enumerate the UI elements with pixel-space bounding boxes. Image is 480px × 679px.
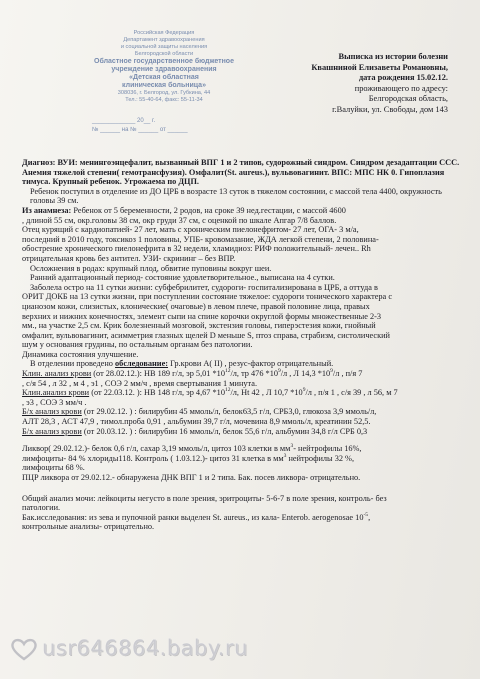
superscript: 3 [283,453,287,460]
stamp-line: учреждение здравоохранения [111,66,217,73]
anamnesis-line: Осложнения в родах: крупный плод, обвитие пуповины вокруг шеи. [30,263,272,273]
cbc-1-text: /л, тр 476 *10 [230,369,278,379]
anamnesis-text: Ребенок от 5 беременности, 2 родов, на сроке 39 нед.гестации, с массой 4600 [71,205,346,215]
course-line: верхних и нижних конечностях, элемент сыпи на спине корочки округлой формы множественные 2-3 [22,311,382,321]
cbc-1-text: (от 28.02.12.): НВ 189 г/л, эр 5,01 *10 [91,369,225,379]
stamp-line: клиническая больница» [122,82,206,89]
cbc-2-text: (от 22.03.12. ): НВ 148 г/л, эр 4,67 *10 [89,388,225,398]
exam-intro-text: В отделении проведено [30,359,116,369]
anamnesis-line: Ранний адаптационный период- состояние удовлетворительное., выписана на 4 сутки. [30,273,335,283]
exam-label: обследование: [115,359,169,369]
address-region: Белгородская область, [368,94,448,104]
csf-line: лимфоциты 68 %. [22,463,85,473]
stamp-line: «Детская областная [129,74,199,81]
document-title: Выписка из истории болезни [338,52,448,61]
course-line: омфалит, вульвовагинит, асимметрия глазных щелей D меньше S, птоз справа, страбизм, систолический [22,330,390,340]
anamnesis-label: Из анамнеза: [22,205,72,215]
stamp-number-field: № ______ на № ______ от ______ [92,127,188,133]
superscript: 9 [330,368,333,375]
anamnesis-line [22,206,466,216]
bacterio-line [22,513,466,523]
stamp-line: и социальной защиты населения [120,44,208,50]
cbc-2 [22,388,466,398]
bacterio-text: , [368,512,371,522]
address-street: г.Валуйки, ул. Свободы, дом 143 [332,104,448,114]
biochem-1 [22,407,466,417]
anamnesis-line: , длиной 55 см, окр.головы 38 см, окр груди 37 см, с оценкой по шкале Апгар 7/8 баллов. [22,215,337,225]
course-line: шум у основания грудины, по остальным органам без патологии. [22,340,253,350]
institution-stamp [84,30,244,134]
document-header [252,52,448,116]
anamnesis-line: последний в 2010 году, токсикоз 1 половины, УПБ- кровомазание, ЖДА легкой степени, 2 половина- [22,234,379,244]
stamp-line: Департамент здравоохранения [123,37,205,43]
biochem-2 [22,427,466,437]
diagnosis: Диагноз: ВУИ: менингоэнцефалит, вызванный ВПГ 1 и 2 типов, судорожный синдром. Синдром дезадаптации ССС. Анемия тяжелой степени( гемотрансфузия). Омфалит(St. aureus.), вульвовагинит. ВПС: МПС НК 0. Гипоплазия тимуса. Крупный ребенок. Угрожаема по ДЦП. [22,158,460,187]
patient-name: Квашниной Елизаветы Романовны, [311,62,448,72]
biochem-1-label: Б/х анализ крови [22,407,82,417]
stamp-line: Областное государственное бюджетное [94,58,234,65]
birth-date: дата рождения 15.02.12. [358,73,448,83]
cbc-2-cont: , э3 , СОЭ 3 мм/ч . [22,397,87,407]
superscript: -5 [363,512,369,519]
superscript: 12 [224,368,231,375]
csf-text: нейтрофилы 32 %, [286,453,355,463]
csf-line [22,444,466,454]
bacterio-text: Бак.исследования: из зева и пупочной ранки выделен St. aureus., из кала- Enterob. aerogenosae 10 [22,512,364,522]
superscript: 3 [290,443,294,450]
cbc-1-text: /л , п/я 7 [332,369,363,379]
urine-line: патологии. [22,503,61,513]
address-label: проживающего по адресу: [354,83,448,93]
stamp-line: Тел.: 55-40-64, факс: 55-11-34 [125,97,203,103]
stamp-line: Российская Федерация [133,30,195,36]
superscript: 12 [224,387,231,394]
anamnesis-line: Отец курящий с кардиопатией- 27 лет, мать с хроническим пиелонефритом- 27 лет, ОГА- 3 м/а, [22,225,359,235]
admission-text: Ребенок поступил в отделение из ДО ЦРБ в возрасте 13 суток в тяжелом состоянии, с массой тела 4400, окружность головы 39 см. [30,186,442,206]
course-line: мм., на участке 2,5 см. Крик болезненный мозговой, экстензия головы, гиперэстезия кожи, гнойный [22,321,376,331]
anamnesis-line: обострение хронического пиелонефрита в 32 недели, хламидиоз: РИФ положительный- лечен.. Rh [22,244,371,254]
superscript: 9 [302,387,306,394]
superscript: 9 [278,368,281,375]
stamp-line: 308036, г. Белгород, ул. Губкина, 44 [117,90,211,96]
cbc-1-label: Клин. анализ крови [22,369,92,379]
biochem-2-label: Б/х анализ крови [22,426,82,436]
cbc-1-cont: , с/я 54 , л 32 , м 4 , э1 , СОЭ 2 мм/ч , время свертывания 1 минута. [22,378,258,388]
bacterio-line: контрольные анализы- отрицательно. [22,522,155,532]
cbc-1 [22,369,466,379]
csf-text: Ликвор( 29.02.12.)- белок 0,6 г/л, сахар 3,19 ммоль/л, цитоз 103 клетки в мм [22,444,291,454]
biochem-1-cont: АЛТ 28,3 , АСТ 47,9 , тимол.проба 0,91 , альбумин 39,7 г/л, мочевина 8,9 ммоль/л, креатинин 52,5. [22,417,371,427]
watermark-text: usr646864.baby.ru [42,636,248,660]
stamp-line: Белгородской области [134,51,194,57]
course-line: цианозом кожи, слизистых, клонические( очаговые) в левом плече, правой половине лица, правых [22,301,370,311]
csf-text: лимфоциты- 84 % хлориды118. Контроль ( 1.03.12.)- цитоз 31 клетка в мм [22,453,284,463]
exam-intro [22,359,466,369]
course-line: Динамика состояния улучшение. [22,349,139,359]
biochem-2-text: (от 20.03.12. ) : билирубин 16 ммоль/л, белок 55,6 г/л, альбумин 34,8 г/л СРБ 0,3 [81,426,368,436]
course-line: Заболела остро на 11 сутки жизни: субфебрилитет, судороги- госпитализирована в ЦРБ, а оттуда в [30,282,378,292]
biochem-1-text: (от 29.02.12. ) : билирубин 45 ммоль/л, белок63,5 г/л, СРБ3,0, глюкоза 3,9 ммоль/л, [81,407,377,417]
csf-text: - нейтрофилы 16%, [293,444,362,454]
csf-line [22,454,466,464]
course-line: ОРИТ ДОКБ на 13 сутки жизни, при поступлении состояние тяжелое: судороги тонического характера с [22,292,392,302]
document-body [22,158,466,532]
cbc-1-text: /л , Л 14,3 *10 [280,369,331,379]
cbc-2-text: /л , п/я 1 , с/я 39 , л 56, м 7 [305,388,398,398]
anamnesis-line: отрицательная кровь без антител. УЗИ- скрининг – без ВПР. [22,253,236,263]
pcr-line: ПЦР ликвора от 29.02.12.- обнаружена ДНК ВПГ 1 и 2 типа. Бак. посев ликвора- отрицательно. [22,473,361,482]
blood-group-text: Гр.крови А( II) , резус-фактор отрицательный. [168,359,334,369]
urine-line: Общий анализ мочи: лейкоциты негусто в поле зрения, эритроциты- 5-6-7 в поле зрения, контроль- без [22,493,387,503]
cbc-2-label: Клин.анализ крови [22,388,90,398]
stamp-date-field: _____________ 20__ г. [92,118,156,124]
cbc-2-text: /л, Нt 42 , Л 10,7 *10 [230,388,303,398]
site-watermark [10,636,248,661]
heart-logo-icon [10,637,38,661]
